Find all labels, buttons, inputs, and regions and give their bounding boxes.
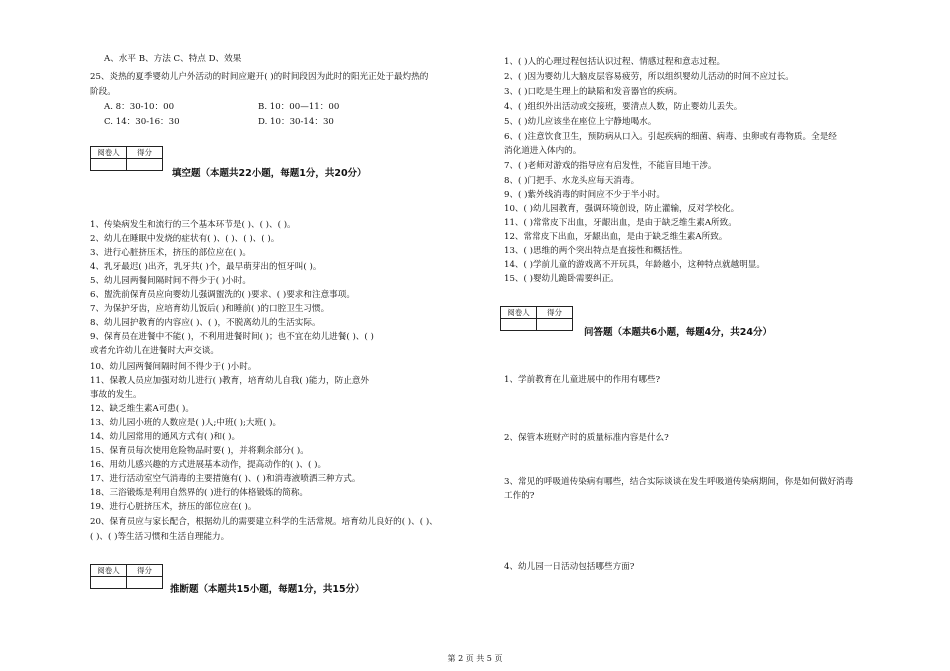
reviewer-label: 阅卷人 xyxy=(501,307,537,319)
judge-item: 8、( )门把手、水龙头应每天消毒。 xyxy=(504,176,640,186)
fill-item: 或者允许幼儿在进餐时大声交谈。 xyxy=(90,346,219,356)
score-cell xyxy=(127,159,163,171)
judge-item: 5、( )幼儿应该坐在座位上宁静地喝水。 xyxy=(504,117,657,127)
q25-option-a: A. 8：30-10：00 xyxy=(104,102,175,112)
judge-item: 11、( )常常皮下出血，牙龈出血，是由于缺乏维生素A所致。 xyxy=(504,218,737,228)
score-cell xyxy=(127,577,163,589)
judge-item: 10、( )幼儿园教育，强调环境创设，防止灌输，反对学校化。 xyxy=(504,204,740,214)
reviewer-label: 阅卷人 xyxy=(91,147,127,159)
q24-options: A、水平 B、方法 C、特点 D、效果 xyxy=(104,54,242,64)
fill-item: 13、幼儿园小班的人数应是( )人;中班( );大班( )。 xyxy=(90,418,282,428)
fill-item: 17、进行活动室空气消毒的主要措施有( )、( )和消毒液喷洒三种方式。 xyxy=(90,474,361,484)
judge-item: 3、( )口吃是生理上的缺陷和发音器官的疾病。 xyxy=(504,87,683,97)
fill-item: 2、幼儿在睡眠中发烧的症状有( )、( )、( )、( )。 xyxy=(90,234,280,244)
reviewer-cell xyxy=(91,577,127,589)
qa-item: 工作的? xyxy=(504,491,535,501)
qa-section-title: 问答题（本题共6小题，每题4分，共24分） xyxy=(584,327,772,338)
fill-item: 18、三浴锻炼是利用自然界的( )进行的体格锻炼的简称。 xyxy=(90,488,309,498)
reviewer-cell xyxy=(91,159,127,171)
fill-item: 19、进行心脏挤压术，挤压的部位应在( )。 xyxy=(90,502,257,512)
q25-stem-line1: 25、炎热的夏季婴幼儿户外活动的时间应避开( )的时间段因为此时的阳光正处于最灼热的 xyxy=(90,72,429,82)
score-label: 得分 xyxy=(127,147,163,159)
judge-item: 9、( )紫外线消毒的时间应不少于半小时。 xyxy=(504,190,665,200)
score-box-fill xyxy=(90,146,163,171)
judge-item: 12、常常皮下出血，牙龈出血，是由于缺乏维生素A所致。 xyxy=(504,232,728,242)
fill-item: 16、用幼儿感兴趣的方式进展基本动作，提高动作的( )、( )。 xyxy=(90,460,327,470)
qa-item: 3、常见的呼吸道传染病有哪些，结合实际谈谈在发生呼吸道传染病期间，你是如何做好消毒 xyxy=(504,477,854,487)
reviewer-cell xyxy=(501,319,537,331)
q25-option-b: B. 10：00—11：00 xyxy=(258,102,340,112)
judge-item: 7、( )老师对游戏的指导应有启发性，不能盲目地干涉。 xyxy=(504,161,717,171)
fill-item: 10、幼儿园两餐间隔时间不得少于( )小时。 xyxy=(90,362,257,372)
fill-item: 7、为保护牙齿，应培育幼儿饭后( )和睡前( )的口腔卫生习惯。 xyxy=(90,304,330,314)
qa-item: 2、保管本班财产时的质量标准内容是什么? xyxy=(504,433,669,443)
fill-section-title: 填空题（本题共22小题，每题1分，共20分） xyxy=(172,168,367,179)
score-label: 得分 xyxy=(127,565,163,577)
judge-item: 15、( )婴幼儿跪卧需要纠正。 xyxy=(504,274,619,284)
q25-option-c: C. 14：30-16：30 xyxy=(104,117,180,127)
judge-item: 1、( )人的心理过程包括认识过程、情感过程和意志过程。 xyxy=(504,57,726,67)
qa-item: 4、幼儿园一日活动包括哪些方面? xyxy=(504,562,635,572)
reviewer-label: 阅卷人 xyxy=(91,565,127,577)
score-box-judge xyxy=(90,564,163,589)
score-cell xyxy=(537,319,573,331)
judge-section-title: 推断题（本题共15小题，每题1分，共15分） xyxy=(170,584,365,595)
fill-item: 20、保育员应与家长配合，根据幼儿的需要建立科学的生活常规。培育幼儿良好的( )、( )、 xyxy=(90,517,438,527)
fill-item: 1、传染病发生和流行的三个基本环节是( )、( )、( )。 xyxy=(90,220,296,230)
q25-option-d: D. 10：30-14：30 xyxy=(258,117,334,127)
fill-item: 4、乳牙最迟( )出齐，乳牙共( )个，最早萌芽出的恒牙叫( )。 xyxy=(90,262,322,272)
fill-item: 8、幼儿园护教育的内容应( )、( )，不脱离幼儿的生活实际。 xyxy=(90,318,321,328)
fill-item: 9、保育员在进餐中不能( )，不利用进餐时间( )；也不宜在幼儿进餐( )、( ) xyxy=(90,332,374,342)
fill-item: 11、保教人员应加强对幼儿进行( )教育，培育幼儿自我( )能力，防止意外 xyxy=(90,376,370,386)
fill-item: 12、缺乏维生素A可患( )。 xyxy=(90,404,194,414)
fill-item: 3、进行心脏挤压术，挤压的部位应在( )。 xyxy=(90,248,251,258)
fill-item: 14、幼儿园常用的通风方式有( )和( )。 xyxy=(90,432,241,442)
qa-item: 1、学前教育在儿童进展中的作用有哪些? xyxy=(504,375,661,385)
fill-item: 5、幼儿园两餐间隔时间不得少于( )小时。 xyxy=(90,276,251,286)
judge-item: 2、( )因为婴幼儿大脑皮层容易疲劳，所以组织婴幼儿活动的时间不应过长。 xyxy=(504,72,794,82)
q25-stem-line2: 阶段。 xyxy=(90,87,116,97)
judge-item: 4、( )组织外出活动或交接班，要清点人数，防止婴幼儿丢失。 xyxy=(504,102,743,112)
judge-item: 6、( )注意饮食卫生，预防病从口入。引起疾病的细菌、病毒、虫卵或有毒物质。全是经 xyxy=(504,132,837,142)
score-label: 得分 xyxy=(537,307,573,319)
page-footer: 第 2 页 共 5 页 xyxy=(447,654,503,663)
fill-item: 15、保育员每次使用危险物品时要( )，并将剩余部分( )。 xyxy=(90,446,309,456)
judge-item: 14、( )学前儿童的游戏离不开玩具，年龄越小，这种特点就越明显。 xyxy=(504,260,765,270)
judge-item: 13、( )思维的两个突出特点是直接性和概括性。 xyxy=(504,246,688,256)
score-box-qa xyxy=(500,306,573,331)
fill-item: 6、盥洗前保育员应向婴幼儿强调盥洗的( )要求、( )要求和注意事项。 xyxy=(90,290,355,300)
fill-item: 事故的发生。 xyxy=(90,390,142,400)
judge-item: 消化道进入体内的。 xyxy=(504,146,582,156)
fill-item: ( )、( )等生活习惯和生活自理能力。 xyxy=(90,532,230,542)
